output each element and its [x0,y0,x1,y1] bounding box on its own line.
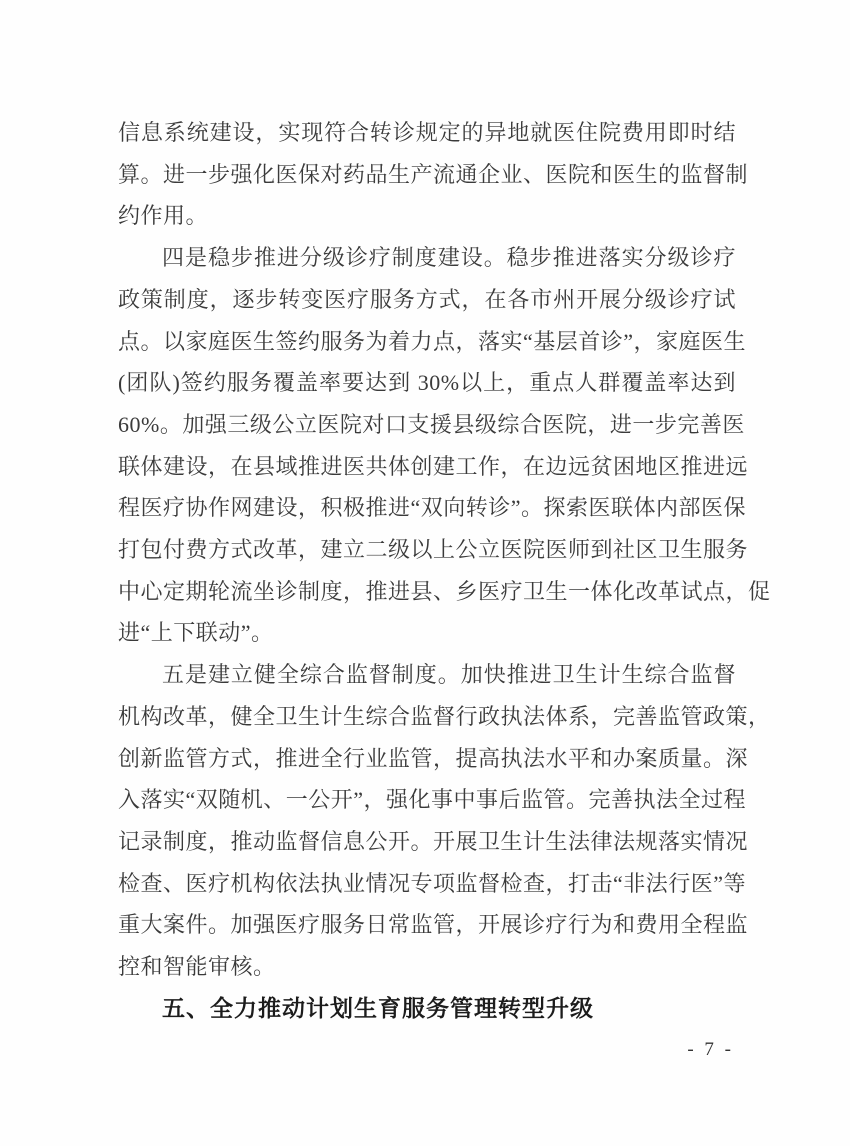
document-body-lines [118,112,771,988]
text-line: 重大案件。加强医疗服务日常监管，开展诊疗行为和费用全程监 [118,912,749,938]
page-number: - 7 - [687,1039,734,1061]
text-line: 检查、医疗机构依法执业情况专项监督检查，打击“非法行医”等 [118,870,747,896]
text-line: 进“上下联动”。 [118,620,274,646]
text-line: 约作用。 [118,203,209,229]
text-line: 五是建立健全综合监督制度。加快推进卫生计生综合监督 [162,662,736,688]
text-line: 算。进一步强化医保对药品生产流通企业、医院和医生的监督制 [118,161,749,187]
text-line: 联体建设，在县域推进医共体创建工作，在边远贫困地区推进远 [118,453,749,479]
text-line: 政策制度，逐步转变医疗服务方式，在各市州开展分级诊疗试 [118,286,736,312]
document-text-block [118,112,771,1071]
text-line: 60%。加强三级公立医院对口支援县级综合医院，进一步完善医 [118,411,745,437]
text-line: 中心定期轮流坐诊制度，推进县、乡医疗卫生一体化改革试点，促 [118,578,771,604]
text-line: 点。以家庭医生签约服务为着力点，落实“基层首诊”，家庭医生 [118,328,747,354]
text-line: 程医疗协作网建设，积极推进“双向转诊”。探索医联体内部医保 [118,495,747,521]
text-line: 创新监管方式，推进全行业监管，提高执法水平和办案质量。深 [118,745,749,771]
text-line: 控和智能审核。 [118,954,276,980]
text-line: 信息系统建设，实现符合转诊规定的异地就医住院费用即时结 [118,120,736,145]
text-line: 四是稳步推进分级诊疗制度建设。稳步推进落实分级诊疗 [162,245,736,271]
text-line: 机构改革，健全卫生计生综合监督行政执法体系，完善监管政策， [118,703,771,729]
text-line: 入落实“双随机、一公开”，强化事中事后监管。完善执法全过程 [118,787,747,813]
text-line: (团队)签约服务覆盖率要达到 30%以上，重点人群覆盖率达到 [118,370,736,396]
text-line: 记录制度，推动监督信息公开。开展卫生计生法律法规落实情况 [118,828,749,854]
section-heading: 五、全力推动计划生育服务管理转型升级 [162,994,594,1021]
text-line: 打包付费方式改革，建立二级以上公立医院医师到社区卫生服务 [118,537,749,563]
